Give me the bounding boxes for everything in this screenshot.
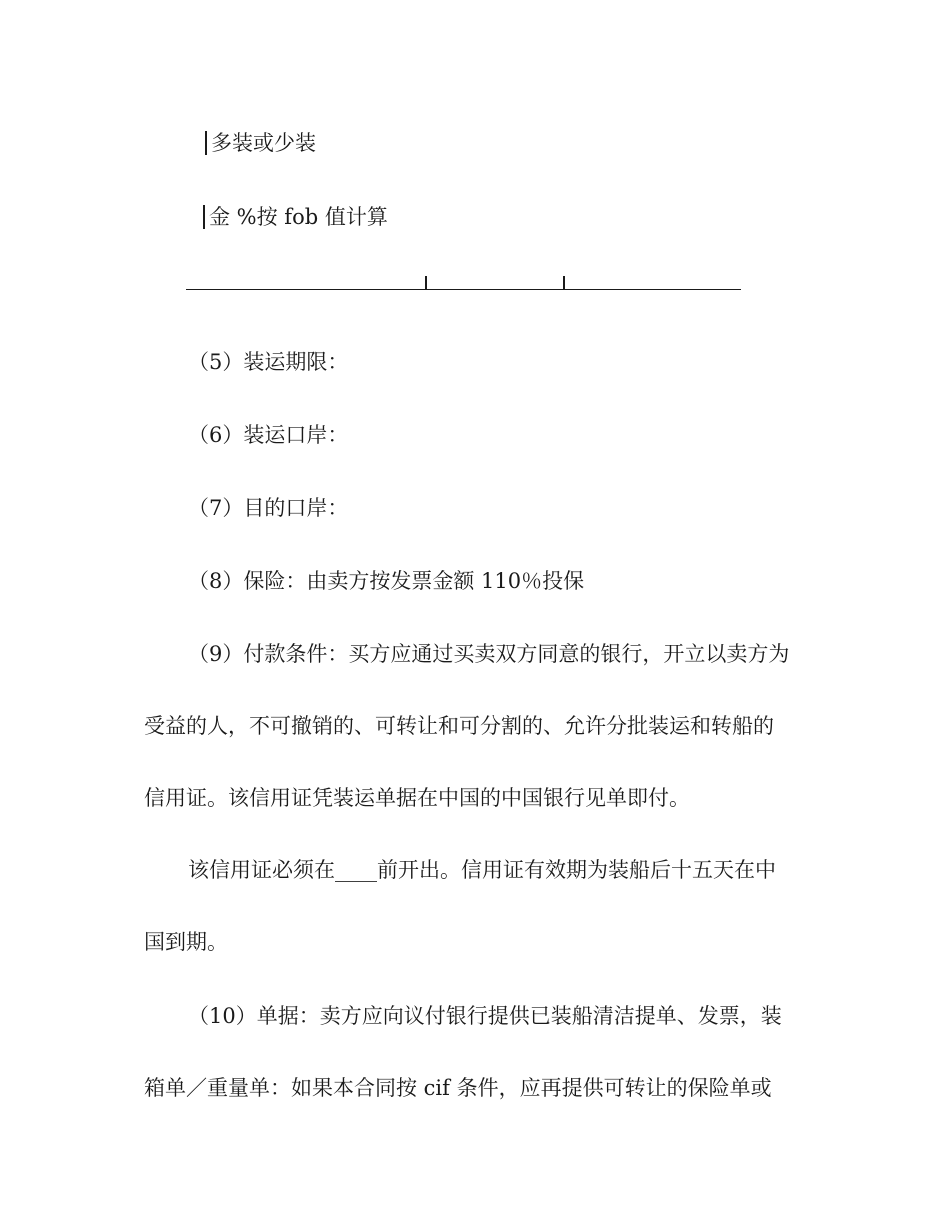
table-cell-text: 多装或少装: [211, 131, 316, 155]
table-column-divider: [425, 276, 427, 290]
table-cell-amount: [203, 203, 388, 231]
table-bottom-line: [186, 289, 741, 291]
clause-lc-line-1: 该信用证必须在____前开出。信用证有效期为装船后十五天在中: [188, 858, 776, 882]
table-column-divider: [563, 276, 565, 290]
clause-port-of-destination: （7）目的口岸：: [188, 496, 349, 520]
table-cell-overload: [205, 129, 316, 157]
clause-port-of-loading: （6）装运口岸：: [188, 423, 349, 447]
clause-payment-line-3: 信用证。该信用证凭装运单据在中国的中国银行见单即付。: [144, 786, 690, 810]
clause-documents-line-2: 箱单／重量单：如果本合同按 cif 条件，应再提供可转让的保险单或: [144, 1076, 772, 1100]
clause-insurance: （8）保险：由卖方按发票金额 110％投保: [188, 569, 585, 593]
table-bottom-rule: [186, 276, 741, 290]
table-cell-border: [205, 131, 207, 155]
table-cell-text: 金 %按 fob 值计算: [209, 205, 388, 229]
clause-payment-line-2: 受益的人，不可撤销的、可转让和可分割的、允许分批装运和转船的: [144, 714, 774, 738]
clause-documents-line-1: （10）单据：卖方应向议付银行提供已装船清洁提单、发票，装: [188, 1004, 782, 1028]
clause-shipment-period: （5）装运期限：: [188, 350, 349, 374]
clause-lc-line-2: 国到期。: [144, 930, 228, 954]
clause-payment-line-1: （9）付款条件：买方应通过买卖双方同意的银行，开立以卖方为: [188, 642, 790, 666]
table-cell-border: [203, 205, 205, 229]
